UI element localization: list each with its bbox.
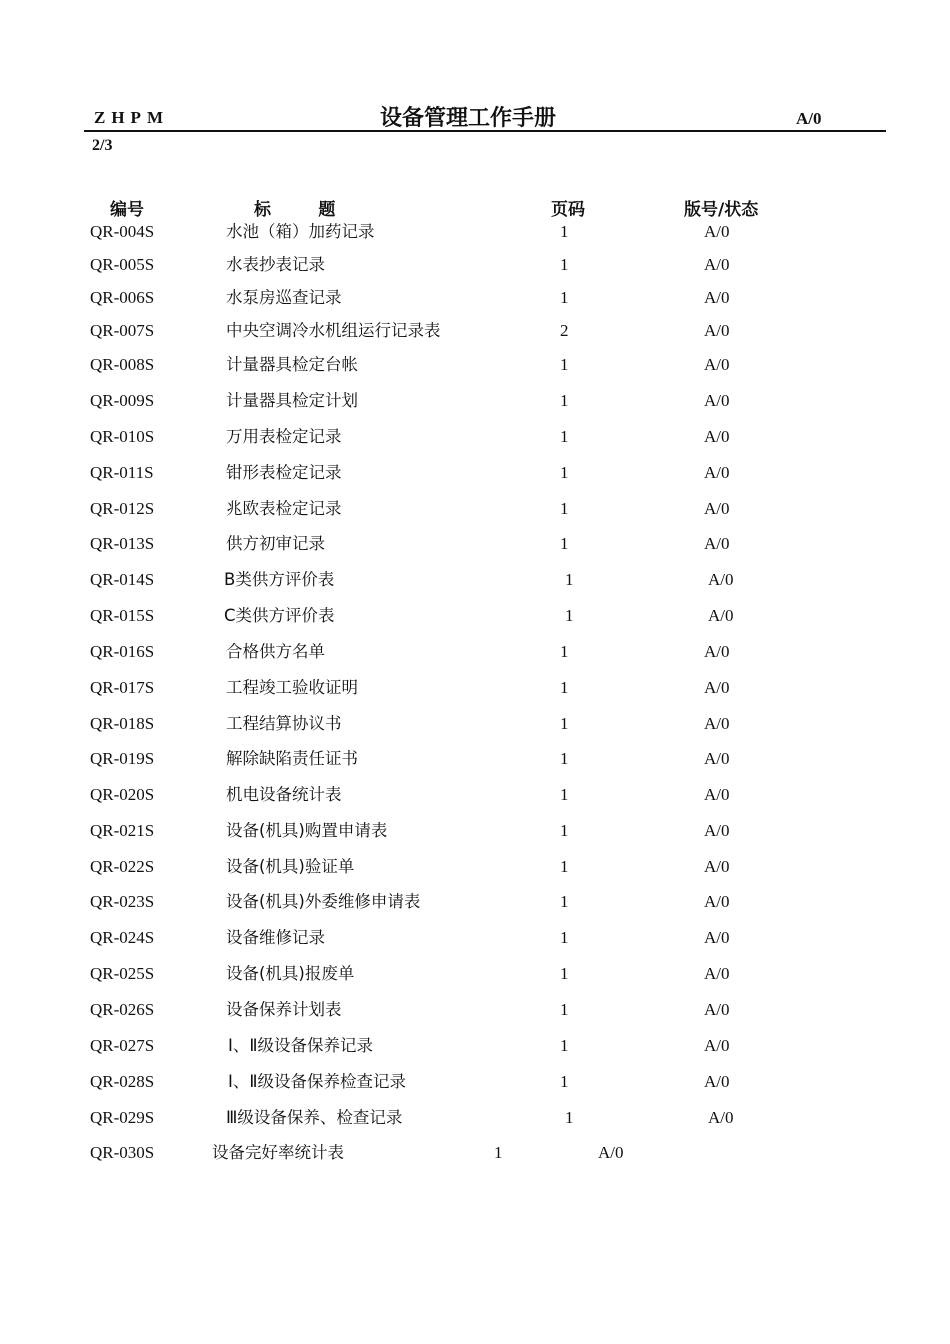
row-page: 1 (560, 1000, 569, 1019)
row-title: 万用表检定记录 (226, 427, 342, 446)
row-title: 工程竣工验收证明 (226, 678, 358, 697)
header-company: ZHPM (94, 108, 169, 127)
table-row (0, 1070, 950, 1094)
row-page: 1 (560, 964, 569, 983)
column-header-title: 标 题 (254, 200, 336, 220)
row-title: 水泵房巡查记录 (226, 288, 342, 307)
row-version: A/0 (704, 749, 730, 768)
row-page: 1 (560, 355, 569, 374)
row-title: 机电设备统计表 (226, 785, 342, 804)
row-title: 设备(机具)购置申请表 (226, 821, 388, 840)
row-code: QR-009S (90, 391, 155, 410)
table-row (0, 220, 950, 244)
row-code: QR-014S (90, 570, 155, 589)
row-title: 设备完好率统计表 (212, 1143, 344, 1162)
row-page: 1 (494, 1143, 503, 1162)
table-row (0, 1034, 950, 1058)
row-code: QR-028S (90, 1072, 155, 1091)
row-page: 1 (560, 427, 569, 446)
row-title: 设备维修记录 (226, 928, 325, 947)
row-code: QR-018S (90, 714, 155, 733)
row-code: QR-029S (90, 1108, 155, 1127)
row-version: A/0 (704, 714, 730, 733)
row-code: QR-025S (90, 964, 155, 983)
row-code: QR-005S (90, 255, 155, 274)
table-row (0, 604, 950, 628)
row-page: 1 (560, 1036, 569, 1055)
row-title: 设备(机具)验证单 (226, 857, 355, 876)
table-row (0, 389, 950, 413)
row-title: 中央空调冷水机组运行记录表 (226, 321, 441, 340)
row-page: 1 (560, 714, 569, 733)
row-page: 2 (560, 321, 569, 340)
row-page: 1 (560, 288, 569, 307)
row-page: 1 (560, 678, 569, 697)
row-code: QR-007S (90, 321, 155, 340)
row-title: 合格供方名单 (226, 642, 325, 661)
table-row (0, 461, 950, 485)
row-version: A/0 (704, 1036, 730, 1055)
row-version: A/0 (704, 642, 730, 661)
row-code: QR-010S (90, 427, 155, 446)
row-page: 1 (560, 749, 569, 768)
row-title: 计量器具检定台帐 (226, 355, 358, 374)
row-version: A/0 (704, 785, 730, 804)
row-page: 1 (560, 463, 569, 482)
row-code: QR-021S (90, 821, 155, 840)
row-title: 水表抄表记录 (226, 255, 325, 274)
row-title: Ⅰ、Ⅱ级设备保养检查记录 (228, 1072, 406, 1091)
row-page: 1 (560, 821, 569, 840)
table-row (0, 640, 950, 664)
row-code: QR-030S (90, 1143, 155, 1162)
column-header-version: 版号/状态 (684, 200, 759, 220)
row-version: A/0 (704, 222, 730, 241)
row-code: QR-020S (90, 785, 155, 804)
row-code: QR-027S (90, 1036, 155, 1055)
row-title: Ⅲ级设备保养、检查记录 (226, 1108, 403, 1127)
column-header-code: 编号 (110, 200, 144, 220)
row-version: A/0 (704, 857, 730, 876)
table-row (0, 712, 950, 736)
table-row (0, 747, 950, 771)
row-page: 1 (565, 1108, 574, 1127)
header-version: A/0 (796, 109, 822, 128)
table-row (0, 1141, 950, 1165)
row-page: 1 (560, 642, 569, 661)
row-code: QR-012S (90, 499, 155, 518)
row-code: QR-019S (90, 749, 155, 768)
row-code: QR-008S (90, 355, 155, 374)
row-code: QR-004S (90, 222, 155, 241)
table-row (0, 890, 950, 914)
row-page: 1 (560, 391, 569, 410)
row-title: B类供方评价表 (224, 570, 335, 589)
table-row (0, 855, 950, 879)
row-code: QR-022S (90, 857, 155, 876)
row-version: A/0 (704, 355, 730, 374)
row-version: A/0 (708, 606, 734, 625)
row-title: 兆欧表检定记录 (226, 499, 342, 518)
row-page: 1 (560, 255, 569, 274)
table-row (0, 926, 950, 950)
row-code: QR-011S (90, 463, 154, 482)
row-page: 1 (560, 534, 569, 553)
row-page: 1 (560, 499, 569, 518)
row-version: A/0 (704, 499, 730, 518)
row-title: C类供方评价表 (224, 606, 335, 625)
row-code: QR-013S (90, 534, 155, 553)
table-row (0, 819, 950, 843)
row-title: Ⅰ、Ⅱ级设备保养记录 (228, 1036, 373, 1055)
row-title: 设备(机具)外委维修申请表 (226, 892, 421, 911)
row-version: A/0 (704, 964, 730, 983)
row-page: 1 (560, 1072, 569, 1091)
table-row (0, 962, 950, 986)
table-row (0, 783, 950, 807)
page-title: 设备管理工作手册 (380, 106, 557, 131)
row-version: A/0 (704, 321, 730, 340)
table-row (0, 998, 950, 1022)
row-page: 1 (565, 570, 574, 589)
row-version: A/0 (708, 570, 734, 589)
row-page: 1 (560, 857, 569, 876)
row-version: A/0 (704, 1072, 730, 1091)
table-row (0, 497, 950, 521)
row-version: A/0 (704, 821, 730, 840)
row-code: QR-006S (90, 288, 155, 307)
row-version: A/0 (704, 1000, 730, 1019)
page-number: 2/3 (92, 137, 113, 154)
row-title: 工程结算协议书 (226, 714, 342, 733)
column-header-page: 页码 (551, 200, 585, 220)
row-page: 1 (565, 606, 574, 625)
row-version: A/0 (704, 892, 730, 911)
header-rule (84, 130, 886, 132)
row-code: QR-024S (90, 928, 155, 947)
row-version: A/0 (598, 1143, 624, 1162)
row-code: QR-026S (90, 1000, 155, 1019)
row-page: 1 (560, 785, 569, 804)
row-code: QR-023S (90, 892, 155, 911)
table-row (0, 253, 950, 277)
row-version: A/0 (704, 928, 730, 947)
row-page: 1 (560, 928, 569, 947)
row-version: A/0 (708, 1108, 734, 1127)
row-title: 计量器具检定计划 (226, 391, 358, 410)
table-row (0, 353, 950, 377)
row-version: A/0 (704, 255, 730, 274)
row-code: QR-015S (90, 606, 155, 625)
row-version: A/0 (704, 534, 730, 553)
row-title: 水池（箱）加药记录 (226, 222, 375, 241)
table-row (0, 568, 950, 592)
row-version: A/0 (704, 463, 730, 482)
row-version: A/0 (704, 427, 730, 446)
table-row (0, 1106, 950, 1130)
row-page: 1 (560, 222, 569, 241)
row-code: QR-017S (90, 678, 155, 697)
table-row (0, 532, 950, 556)
row-title: 设备保养计划表 (226, 1000, 342, 1019)
row-page: 1 (560, 892, 569, 911)
table-row (0, 425, 950, 449)
row-version: A/0 (704, 288, 730, 307)
row-title: 设备(机具)报废单 (226, 964, 355, 983)
row-title: 钳形表检定记录 (226, 463, 342, 482)
row-version: A/0 (704, 391, 730, 410)
row-code: QR-016S (90, 642, 155, 661)
table-row (0, 286, 950, 310)
row-title: 解除缺陷责任证书 (226, 749, 358, 768)
table-row (0, 319, 950, 343)
row-version: A/0 (704, 678, 730, 697)
row-title: 供方初审记录 (226, 534, 325, 553)
table-row (0, 676, 950, 700)
